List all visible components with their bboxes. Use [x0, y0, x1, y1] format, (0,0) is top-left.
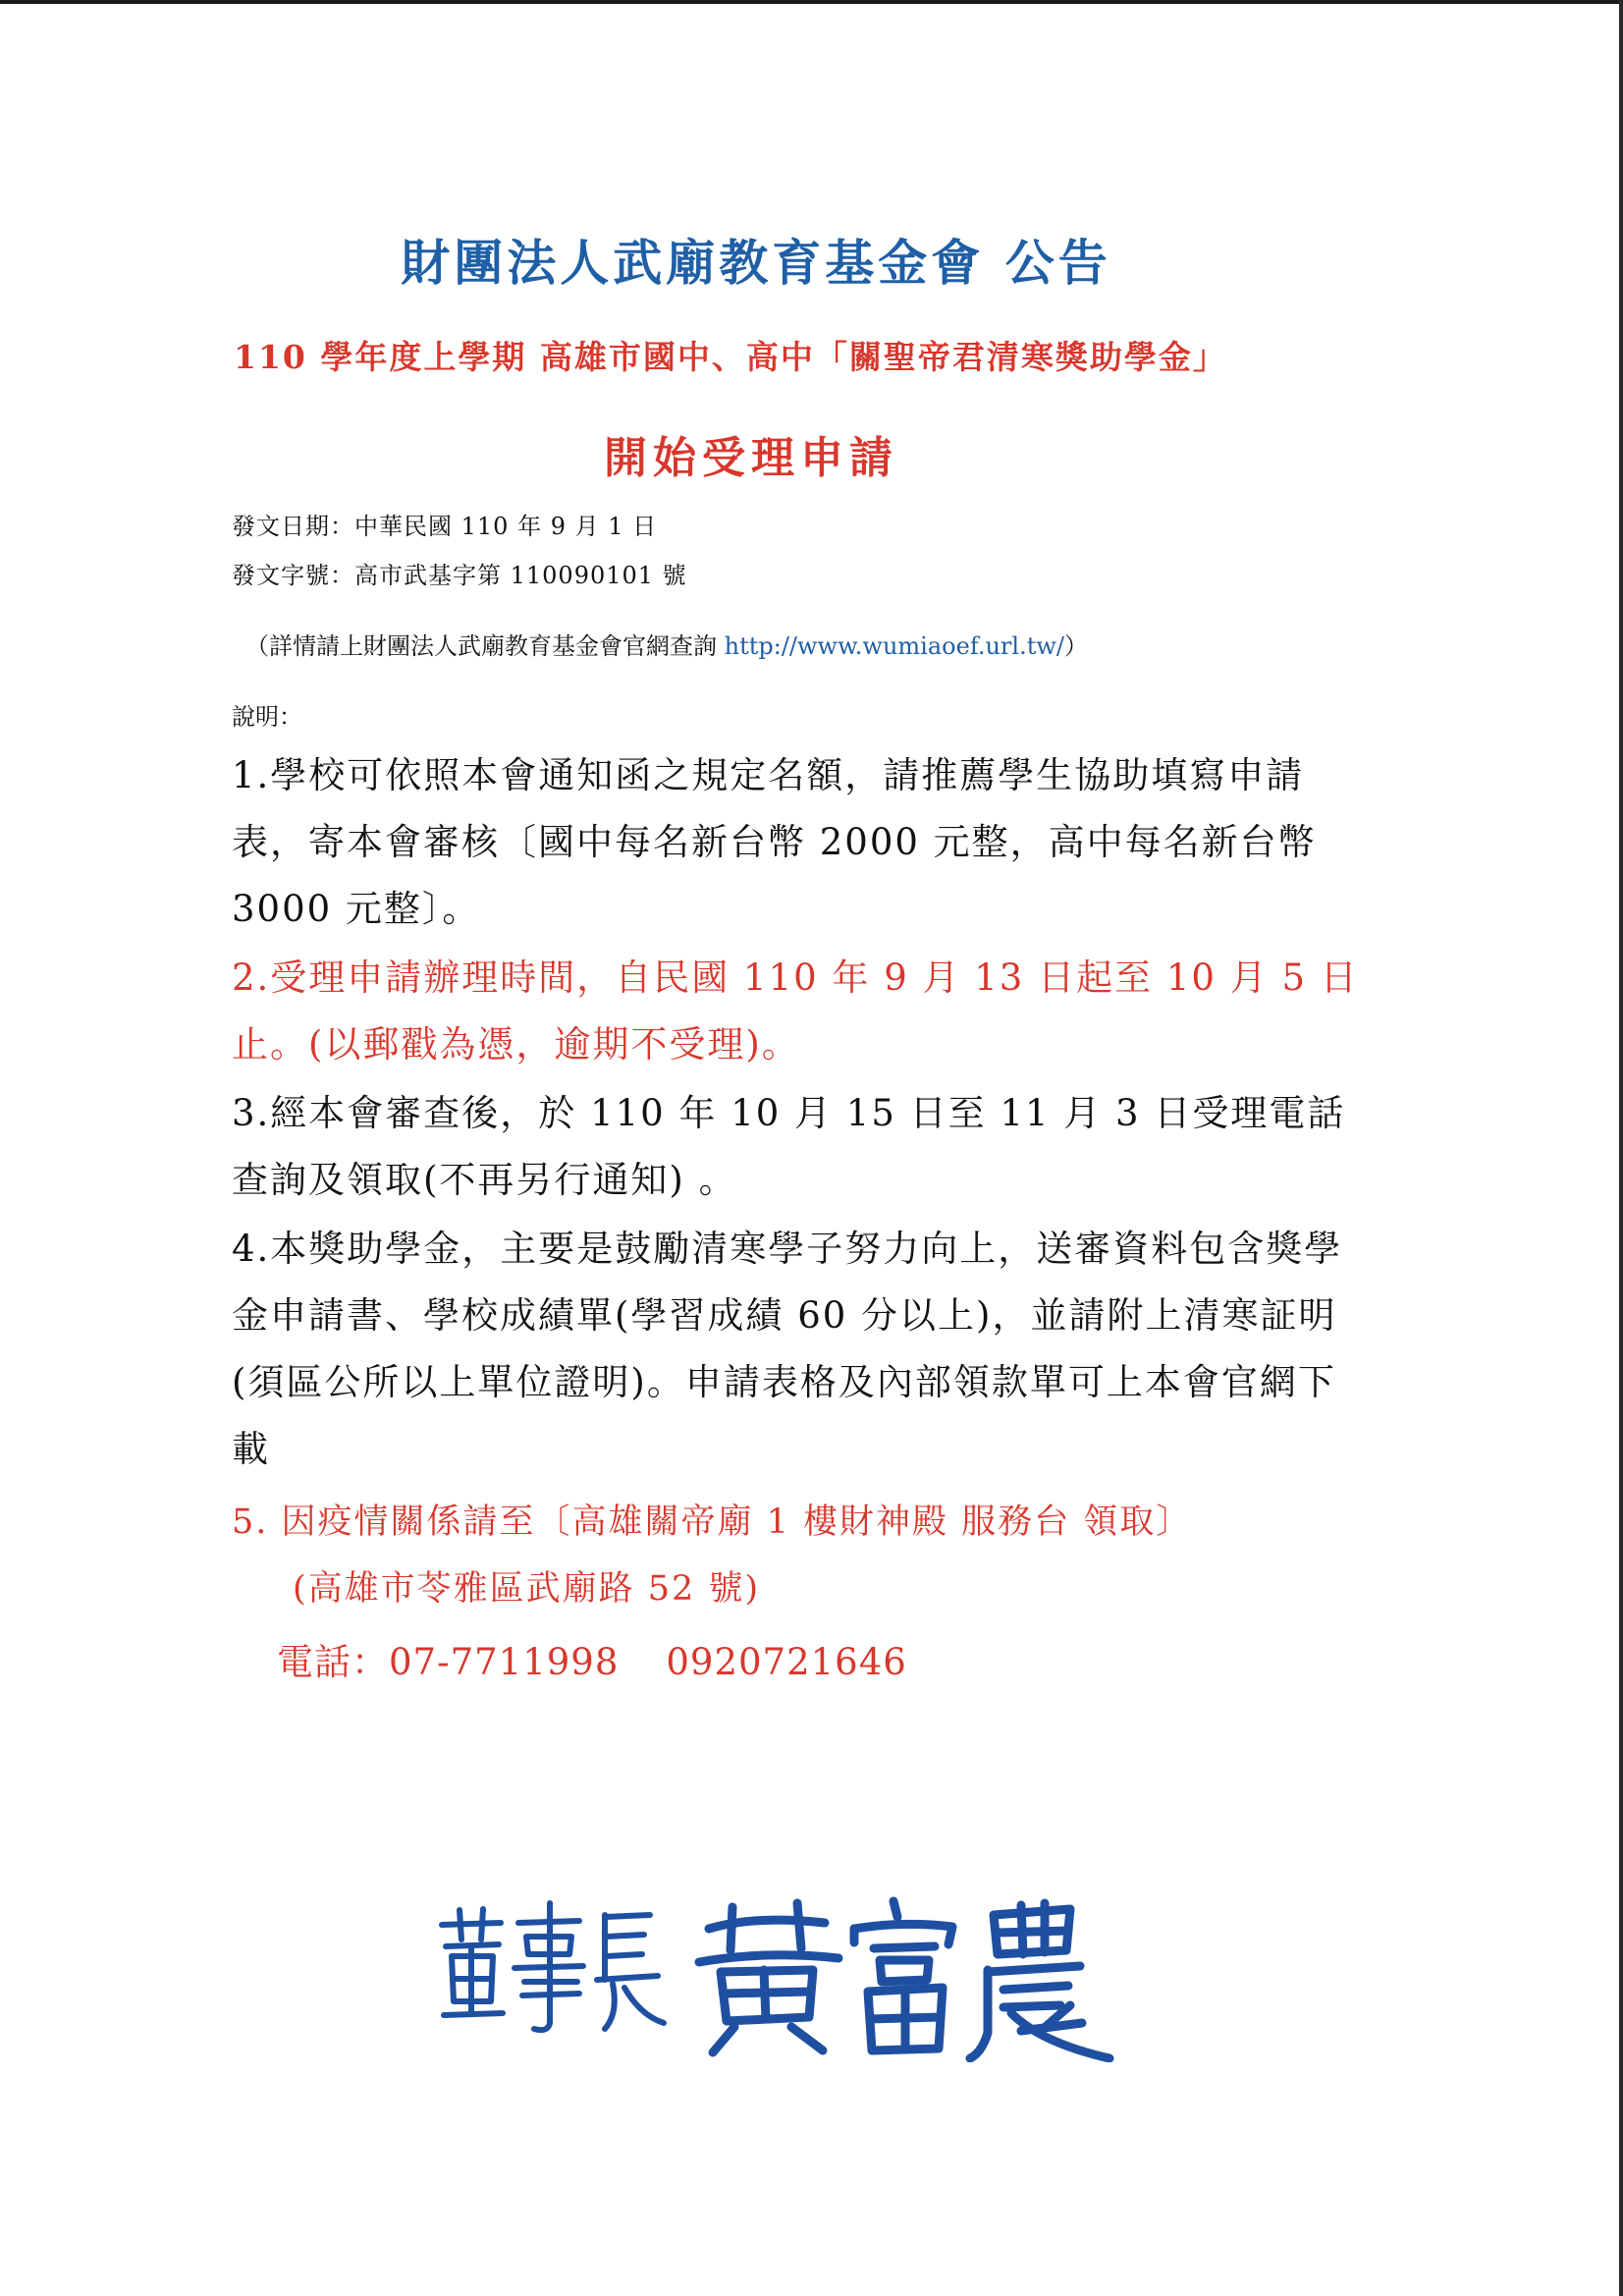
address: (高雄市苓雅區武廟路 52 號): [293, 1569, 761, 1609]
announcement-subtitle: 110 學年度上學期 高雄市國中、高中「關聖帝君清寒獎助學金」: [234, 338, 1227, 376]
phone-label: 電話：: [277, 1641, 389, 1683]
issue-reference: 發文字號：高市武基字第 110090101 號: [232, 562, 687, 589]
item-4: 4.本獎助學金，主要是鼓勵清寒學子努力向上，送審資料包含獎學金申請書、學校成績單(學習成績 60 分以上)，並請附上清寒証明(須區公所以上單位證明)。申請表格及內部領款單可上本會官網下載: [232, 1228, 1343, 1470]
item-3: 3.經本會審查後，於 110 年 10 月 15 日至 11 月 3 日受理電話查詢及領取(不再另行通知) 。: [232, 1092, 1346, 1201]
scan-edge-top: [0, 0, 1623, 4]
announcement-subtitle-2: 開始受理申請: [604, 433, 898, 483]
phone-line: [277, 1632, 907, 1685]
explain-label: 說明：: [232, 703, 302, 731]
phone-number-2: 0920721646: [666, 1641, 907, 1683]
announcement-title: 財團法人武廟教育基金會 公告: [401, 234, 1111, 292]
scan-edge-right: [1619, 0, 1623, 2296]
website-note-suffix: ）: [1063, 632, 1088, 660]
item-5: 5. 因疫情關係請至〔高雄關帝廟 1 樓財神殿 服務台 領取〕: [232, 1503, 1193, 1542]
chairman-signature: [432, 1886, 1139, 2062]
website-link[interactable]: http://www.wumiaoef.url.tw/: [724, 632, 1064, 660]
website-note-prefix: （詳情請上財團法人武廟教育基金會官網查詢: [245, 632, 725, 660]
item-2: 2.受理申請辦理時間，自民國 110 年 9 月 13 日起至 10 月 5 日止。(以郵戳為憑，逾期不受理)。: [232, 957, 1359, 1066]
item-1: 1.學校可依照本會通知函之規定名額，請推薦學生協助填寫申請表，寄本會審核〔國中每名新台幣 2000 元整，高中每名新台幣 3000 元整〕。: [232, 754, 1317, 930]
phone-number-1: 07-7711998: [389, 1641, 620, 1683]
website-note: [245, 627, 1088, 661]
issue-date: 發文日期：中華民國 110 年 9 月 1 日: [232, 513, 658, 540]
